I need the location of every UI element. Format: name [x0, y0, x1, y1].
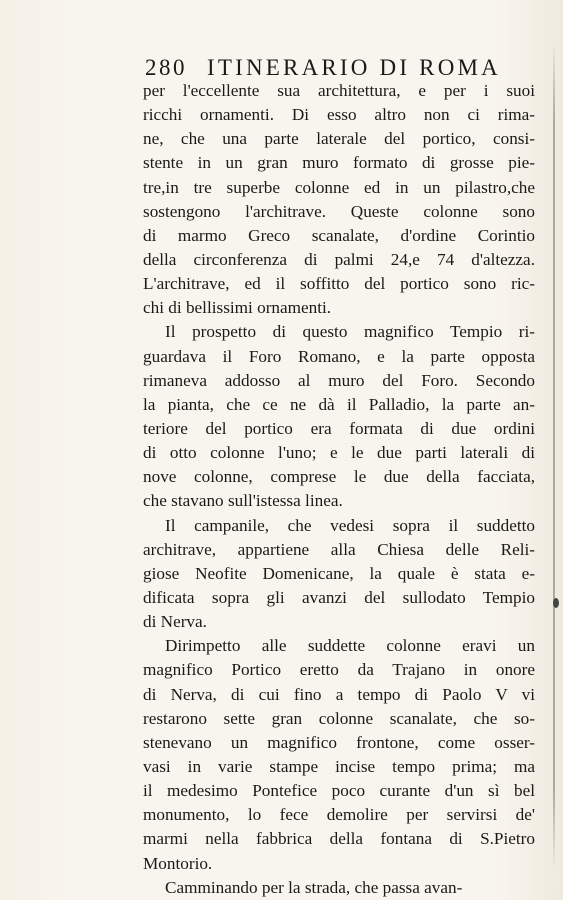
body-text — [143, 79, 535, 900]
text-line: restarono sette gran colonne scanalate, che so- — [143, 708, 535, 728]
text-line: Il campanile, che vedesi sopra il suddetto — [165, 515, 535, 535]
page-number: 280 — [145, 55, 187, 80]
paragraph — [143, 79, 535, 320]
text-line: ricchi ornamenti. Di esso altro non ci rima- — [143, 105, 535, 125]
paragraph — [143, 876, 535, 900]
text-line: marmi nella fabbrica della fontana di S.Pietro — [143, 829, 535, 849]
text-line: Dirimpetto alle suddette colonne eravi un — [165, 636, 535, 656]
text-line: di marmo Greco scanalate, d'ordine Corintio — [143, 225, 535, 245]
text-line: ne, che una parte laterale del portico, consi- — [143, 129, 535, 149]
text-line: nove colonne, comprese le due della facciata, — [143, 467, 535, 487]
text-line: vasi in varie stampe incise tempo prima; ma — [143, 756, 535, 776]
text-line: della circonferenza di palmi 24,e 74 d'altezza. — [143, 249, 535, 269]
text-line: di Nerva. — [143, 612, 207, 632]
running-title: ITINERARIO DI ROMA — [207, 55, 501, 80]
text-line: teriore del portico era formata di due ordini — [143, 418, 535, 438]
page-edge-mark — [553, 598, 559, 608]
text-line: architrave, appartiene alla Chiesa delle Reli- — [143, 539, 535, 559]
text-line: Camminando per la strada, che passa avan- — [165, 877, 463, 897]
text-line: il medesimo Pontefice poco curante d'un sì bel — [143, 781, 535, 801]
text-line: chi di bellissimi ornamenti. — [143, 298, 332, 318]
paragraph — [143, 634, 535, 875]
text-line: monumento, lo fece demolire per servirsi de' — [143, 805, 535, 825]
text-line: rimaneva addosso al muro del Foro. Secondo — [143, 370, 535, 390]
text-line: stente in un gran muro formato di grosse pie- — [143, 153, 535, 173]
text-line: Il prospetto di questo magnifico Tempio ri- — [165, 322, 535, 342]
text-line: guardava il Foro Romano, e la parte opposta — [143, 346, 535, 366]
text-line: sostengono l'architrave. Queste colonne sono — [143, 201, 535, 221]
text-line: che stavano sull'istessa linea. — [143, 491, 343, 511]
text-line: giose Neofite Domenicane, la quale è stata e- — [143, 563, 535, 583]
text-line: tre,in tre superbe colonne ed in un pilastro,che — [143, 177, 535, 197]
text-line: L'architrave, ed il soffitto del portico sono ric- — [143, 274, 535, 294]
text-line: Montorio. — [143, 853, 213, 873]
paragraph — [143, 320, 535, 513]
text-line: di Nerva, di cui fino a tempo di Paolo V vi — [143, 684, 535, 704]
text-line: di otto colonne l'uno; e le due parti laterali di — [143, 443, 535, 463]
text-line: dificata sopra gli avanzi del sullodato Tempio — [143, 587, 535, 607]
text-line: per l'eccellente sua architettura, e per i suoi — [143, 81, 535, 100]
paragraph — [143, 514, 535, 635]
text-line: magnifico Portico eretto da Trajano in onore — [143, 660, 535, 680]
page-edge-shadow — [553, 40, 555, 870]
text-line: la pianta, che ce ne dà il Palladio, la parte an- — [143, 394, 535, 414]
text-line: stenevano un magnifico frontone, come osser- — [143, 732, 535, 752]
